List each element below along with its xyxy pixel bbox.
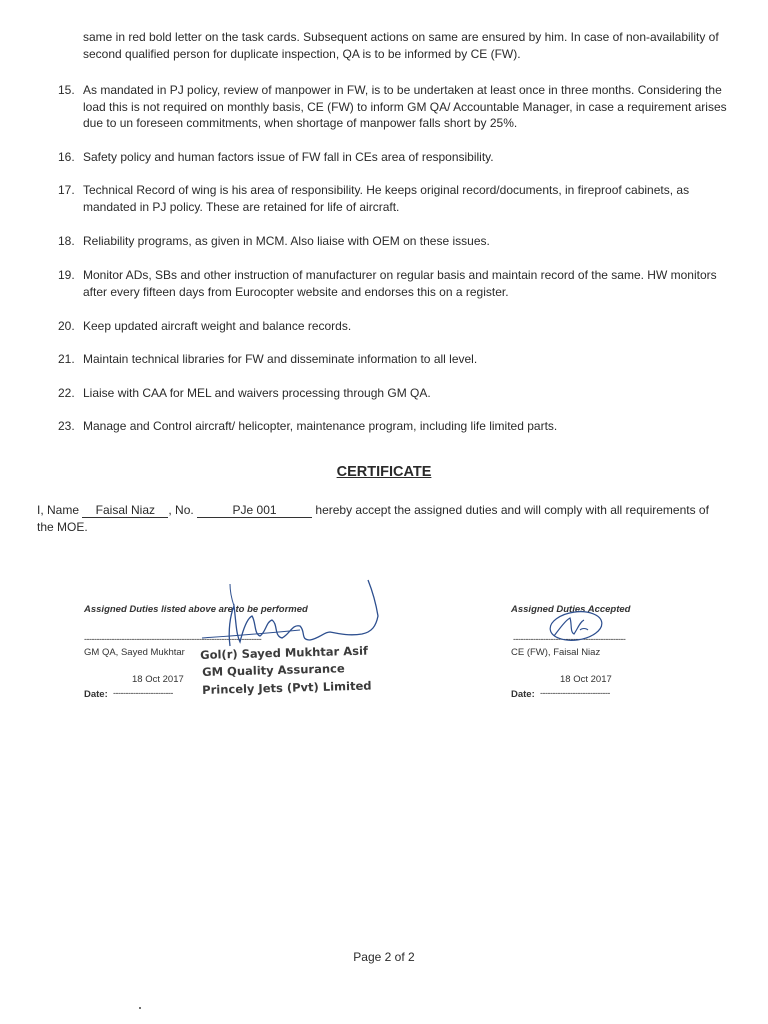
item-number: 18. — [58, 234, 75, 248]
item-number: 23. — [58, 419, 75, 433]
ce-fw-signature-icon — [540, 606, 610, 646]
item-text: Manage and Control aircraft/ helicopter, maintenance program, including life limited parts. — [83, 419, 558, 433]
right-signature-line: --------------------------------------------- — [513, 634, 626, 644]
left-signature-caption: Assigned Duties listed above are to be performed — [84, 604, 308, 615]
gm-qa-signature-icon — [200, 576, 385, 656]
left-signature-role: GM QA, Sayed Mukhtar — [84, 647, 185, 658]
certificate-suffix: hereby accept the assigned duties and will comply with all requirements of the MOE. — [37, 503, 709, 534]
scan-speck — [139, 1007, 141, 1009]
right-date-label: Date: — [511, 689, 535, 700]
certificate-number-field: PJe 001 — [197, 503, 312, 518]
item-text: Technical Record of wing is his area of responsibility. He keeps original record/documents, in fireproof cabinets, as mandated in PJ policy. These are retained for life of aircraft. — [83, 183, 690, 214]
gm-qa-stamp-line-1: Gol(r) Sayed Mukhtar Asif — [200, 643, 369, 662]
item-number: 15. — [58, 83, 75, 97]
continuation-paragraph: same in red bold letter on the task cards. Subsequent actions on same are ensured by him. In case of non-availability of second qualified person for duplicate inspection, QA is to be informed by CE (FW). — [83, 30, 719, 61]
item-number: 22. — [58, 386, 75, 400]
item-text: Safety policy and human factors issue of FW fall in CEs area of responsibility. — [83, 150, 494, 164]
right-signature-role: CE (FW), Faisal Niaz — [511, 647, 601, 658]
right-signature-caption: Assigned Duties Accepted — [511, 604, 631, 615]
item-number: 16. — [58, 150, 75, 164]
left-signature-line: ----------------------------------------------------------------------- — [84, 634, 262, 644]
left-date-label: Date: — [84, 689, 108, 700]
item-text: Reliability programs, as given in MCM. Also liaise with OEM on these issues. — [83, 234, 490, 248]
gm-qa-stamp-line-3: Princely Jets (Pvt) Limited — [202, 678, 372, 697]
right-date-value: 18 Oct 2017 — [560, 674, 612, 685]
right-date-line: ---------------------------- — [540, 688, 610, 698]
item-text: As mandated in PJ policy, review of manpower in FW, is to be undertaken at least once in three months. Considering the load this is not required on monthly basis, CE (FW) to inform GM QA/ Accountable Manager, in case a requirement arises due to un foreseen commitments, when shortage of manpower falls short by 25%. — [83, 83, 727, 130]
certificate-name-field: Faisal Niaz — [82, 503, 168, 518]
item-number: 20. — [58, 319, 75, 333]
item-number: 17. — [58, 183, 75, 197]
left-date-line: ------------------------ — [113, 688, 173, 698]
item-number: 21. — [58, 352, 75, 366]
certificate-heading: CERTIFICATE — [336, 464, 432, 480]
certificate-no-label: , No. — [168, 503, 194, 517]
gm-qa-stamp-line-2: GM Quality Assurance — [202, 661, 345, 679]
item-number: 19. — [58, 268, 75, 282]
item-text: Monitor ADs, SBs and other instruction of manufacturer on regular basis and maintain record of the same. HW monitors after every fifteen days from Eurocopter website and endorses this on a register. — [83, 268, 717, 299]
certificate-prefix: I, Name — [37, 503, 80, 517]
item-text: Liaise with CAA for MEL and waivers processing through GM QA. — [83, 386, 431, 400]
item-text: Maintain technical libraries for FW and disseminate information to all level. — [83, 352, 478, 366]
item-text: Keep updated aircraft weight and balance records. — [83, 319, 352, 333]
left-date-value: 18 Oct 2017 — [132, 674, 184, 685]
certificate-statement — [37, 502, 727, 536]
page-number: Page 2 of 2 — [353, 950, 415, 964]
